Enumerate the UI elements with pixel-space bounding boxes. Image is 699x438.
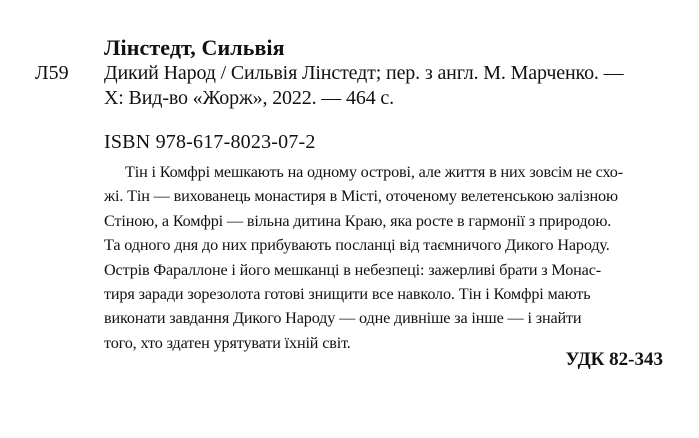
annotation-line: тиря заради зорезолота готові знищити все навколо. Тін і Комфрі мають (104, 285, 591, 304)
annotation-line: Тін і Комфрі мешкають на одному острові, але життя в них зовсім не схо- (125, 163, 623, 181)
bibliographic-line: Х: Вид-во «Жорж», 2022. — 464 с. (104, 87, 394, 109)
author-heading: Лінстедт, Сильвія (104, 35, 285, 60)
annotation-line: виконати завдання Дикого Народу — одне дивніше за інше — і знайти (104, 309, 582, 328)
annotation-line: Острів Фараллоне і його мешканці в небезпеці: зажерливі брати з Монас- (104, 260, 601, 279)
annotation-paragraph (104, 160, 664, 355)
annotation-line: Та одного дня до них прибувають посланці від таємничого Дикого Народу. (104, 236, 610, 255)
bibliographic-line: Дикий Народ / Сильвія Лінстедт; пер. з англ. М. Марченко. — (104, 62, 624, 84)
annotation-line: Стіною, а Комфрі — вільна дитина Краю, яка росте в гармонії з природою. (104, 211, 612, 230)
udk-code: УДК 82-343 (565, 349, 663, 370)
author-index-code: Л59 (35, 62, 69, 84)
isbn-line: ISBN 978-617-8023-07-2 (104, 131, 316, 153)
annotation-line: того, хто здатен урятувати їхній світ. (104, 333, 351, 352)
annotation-line: жі. Тін — вихованець монастиря в Місті, оточеному велетенською залізною (104, 187, 618, 206)
